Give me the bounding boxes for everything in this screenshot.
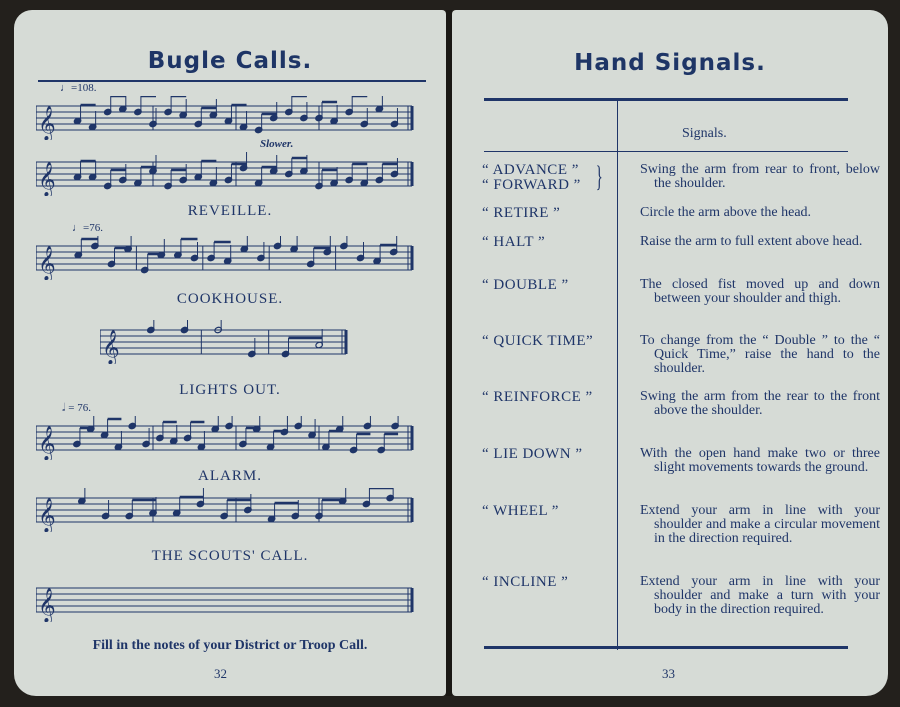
signal-description: With the open hand make two or three slight movements towards the ground. <box>640 446 880 475</box>
music-staff-reveille-2 <box>36 152 416 196</box>
call-caption: COOKHOUSE. <box>176 291 284 307</box>
music-staff-alarm <box>36 416 416 460</box>
brace: } <box>595 160 603 193</box>
music-staff-cookhouse <box>36 236 416 280</box>
signal-description: Swing the arm from rear to front, below the shoulder. <box>640 162 880 191</box>
svg-text:𝄞: 𝄞 <box>38 106 56 140</box>
signal-command: “ LIE DOWN ” <box>482 446 583 462</box>
signal-description: The closed fist moved up and down between your shoulder and thigh. <box>640 277 880 306</box>
svg-text:𝄞: 𝄞 <box>38 246 56 280</box>
signal-command: “ WHEEL ” <box>482 503 559 519</box>
header-rule <box>484 151 848 152</box>
tempo-mark: ♩=108. <box>60 82 97 94</box>
music-staff-lights-out <box>100 320 350 364</box>
instruction-text: Fill in the notes of your District or Troop Call. <box>92 638 368 653</box>
right-page <box>452 10 888 696</box>
table-top-rule <box>484 98 848 101</box>
page-number: 33 <box>662 666 675 681</box>
signal-command: “ INCLINE ” <box>482 574 569 590</box>
tempo-mark: ♩=76. <box>72 222 103 234</box>
signal-command: “ REINFORCE ” <box>482 389 593 405</box>
svg-text:𝄞: 𝄞 <box>38 162 56 196</box>
tempo-slower: Slower. <box>260 138 294 150</box>
page-number: 32 <box>214 666 227 681</box>
call-caption: ALARM. <box>198 468 262 484</box>
svg-text:𝄞: 𝄞 <box>38 498 56 532</box>
signal-description: Swing the arm from the rear to the front above the shoulder. <box>640 389 880 418</box>
signal-description: Extend your arm in line with your shoulder and make a turn with your body in the direction required. <box>640 574 880 617</box>
signal-description: Raise the arm to full extent above head. <box>640 234 863 249</box>
signal-command: “ HALT ” <box>482 234 546 250</box>
music-staff-scouts-call <box>36 488 416 532</box>
page-title: Hand Signals. <box>574 50 766 76</box>
signal-description: Extend your arm in line with your shoulder and make a circular movement in the direction required. <box>640 503 880 546</box>
call-caption: REVEILLE. <box>187 203 273 219</box>
column-header: Signals. <box>682 126 727 141</box>
page-title: Bugle Calls. <box>147 48 313 74</box>
signal-command: “ QUICK TIME” <box>482 333 594 349</box>
table-bottom-rule <box>484 646 848 649</box>
signal-command: “ DOUBLE ” <box>482 277 569 293</box>
column-divider <box>617 100 618 650</box>
svg-text:𝄞: 𝄞 <box>102 330 120 364</box>
music-staff-reveille-1 <box>36 96 416 140</box>
svg-text:𝄞: 𝄞 <box>38 588 56 622</box>
signal-description: To change from the “ Double ” to the “ Quick Time,” raise the hand to the shoulder. <box>640 333 880 376</box>
blank-music-staff <box>36 578 416 622</box>
signal-command: “ ADVANCE ” “ FORWARD ” <box>482 162 581 193</box>
call-caption: LIGHTS OUT. <box>179 382 281 398</box>
svg-text:𝄞: 𝄞 <box>38 426 56 460</box>
tempo-mark: 𝅗𝅥 = 76. <box>62 402 91 414</box>
signal-command: “ RETIRE ” <box>482 205 561 221</box>
signal-description: Circle the arm above the head. <box>640 205 812 220</box>
left-page <box>14 10 446 696</box>
call-caption: THE SCOUTS' CALL. <box>151 548 309 564</box>
